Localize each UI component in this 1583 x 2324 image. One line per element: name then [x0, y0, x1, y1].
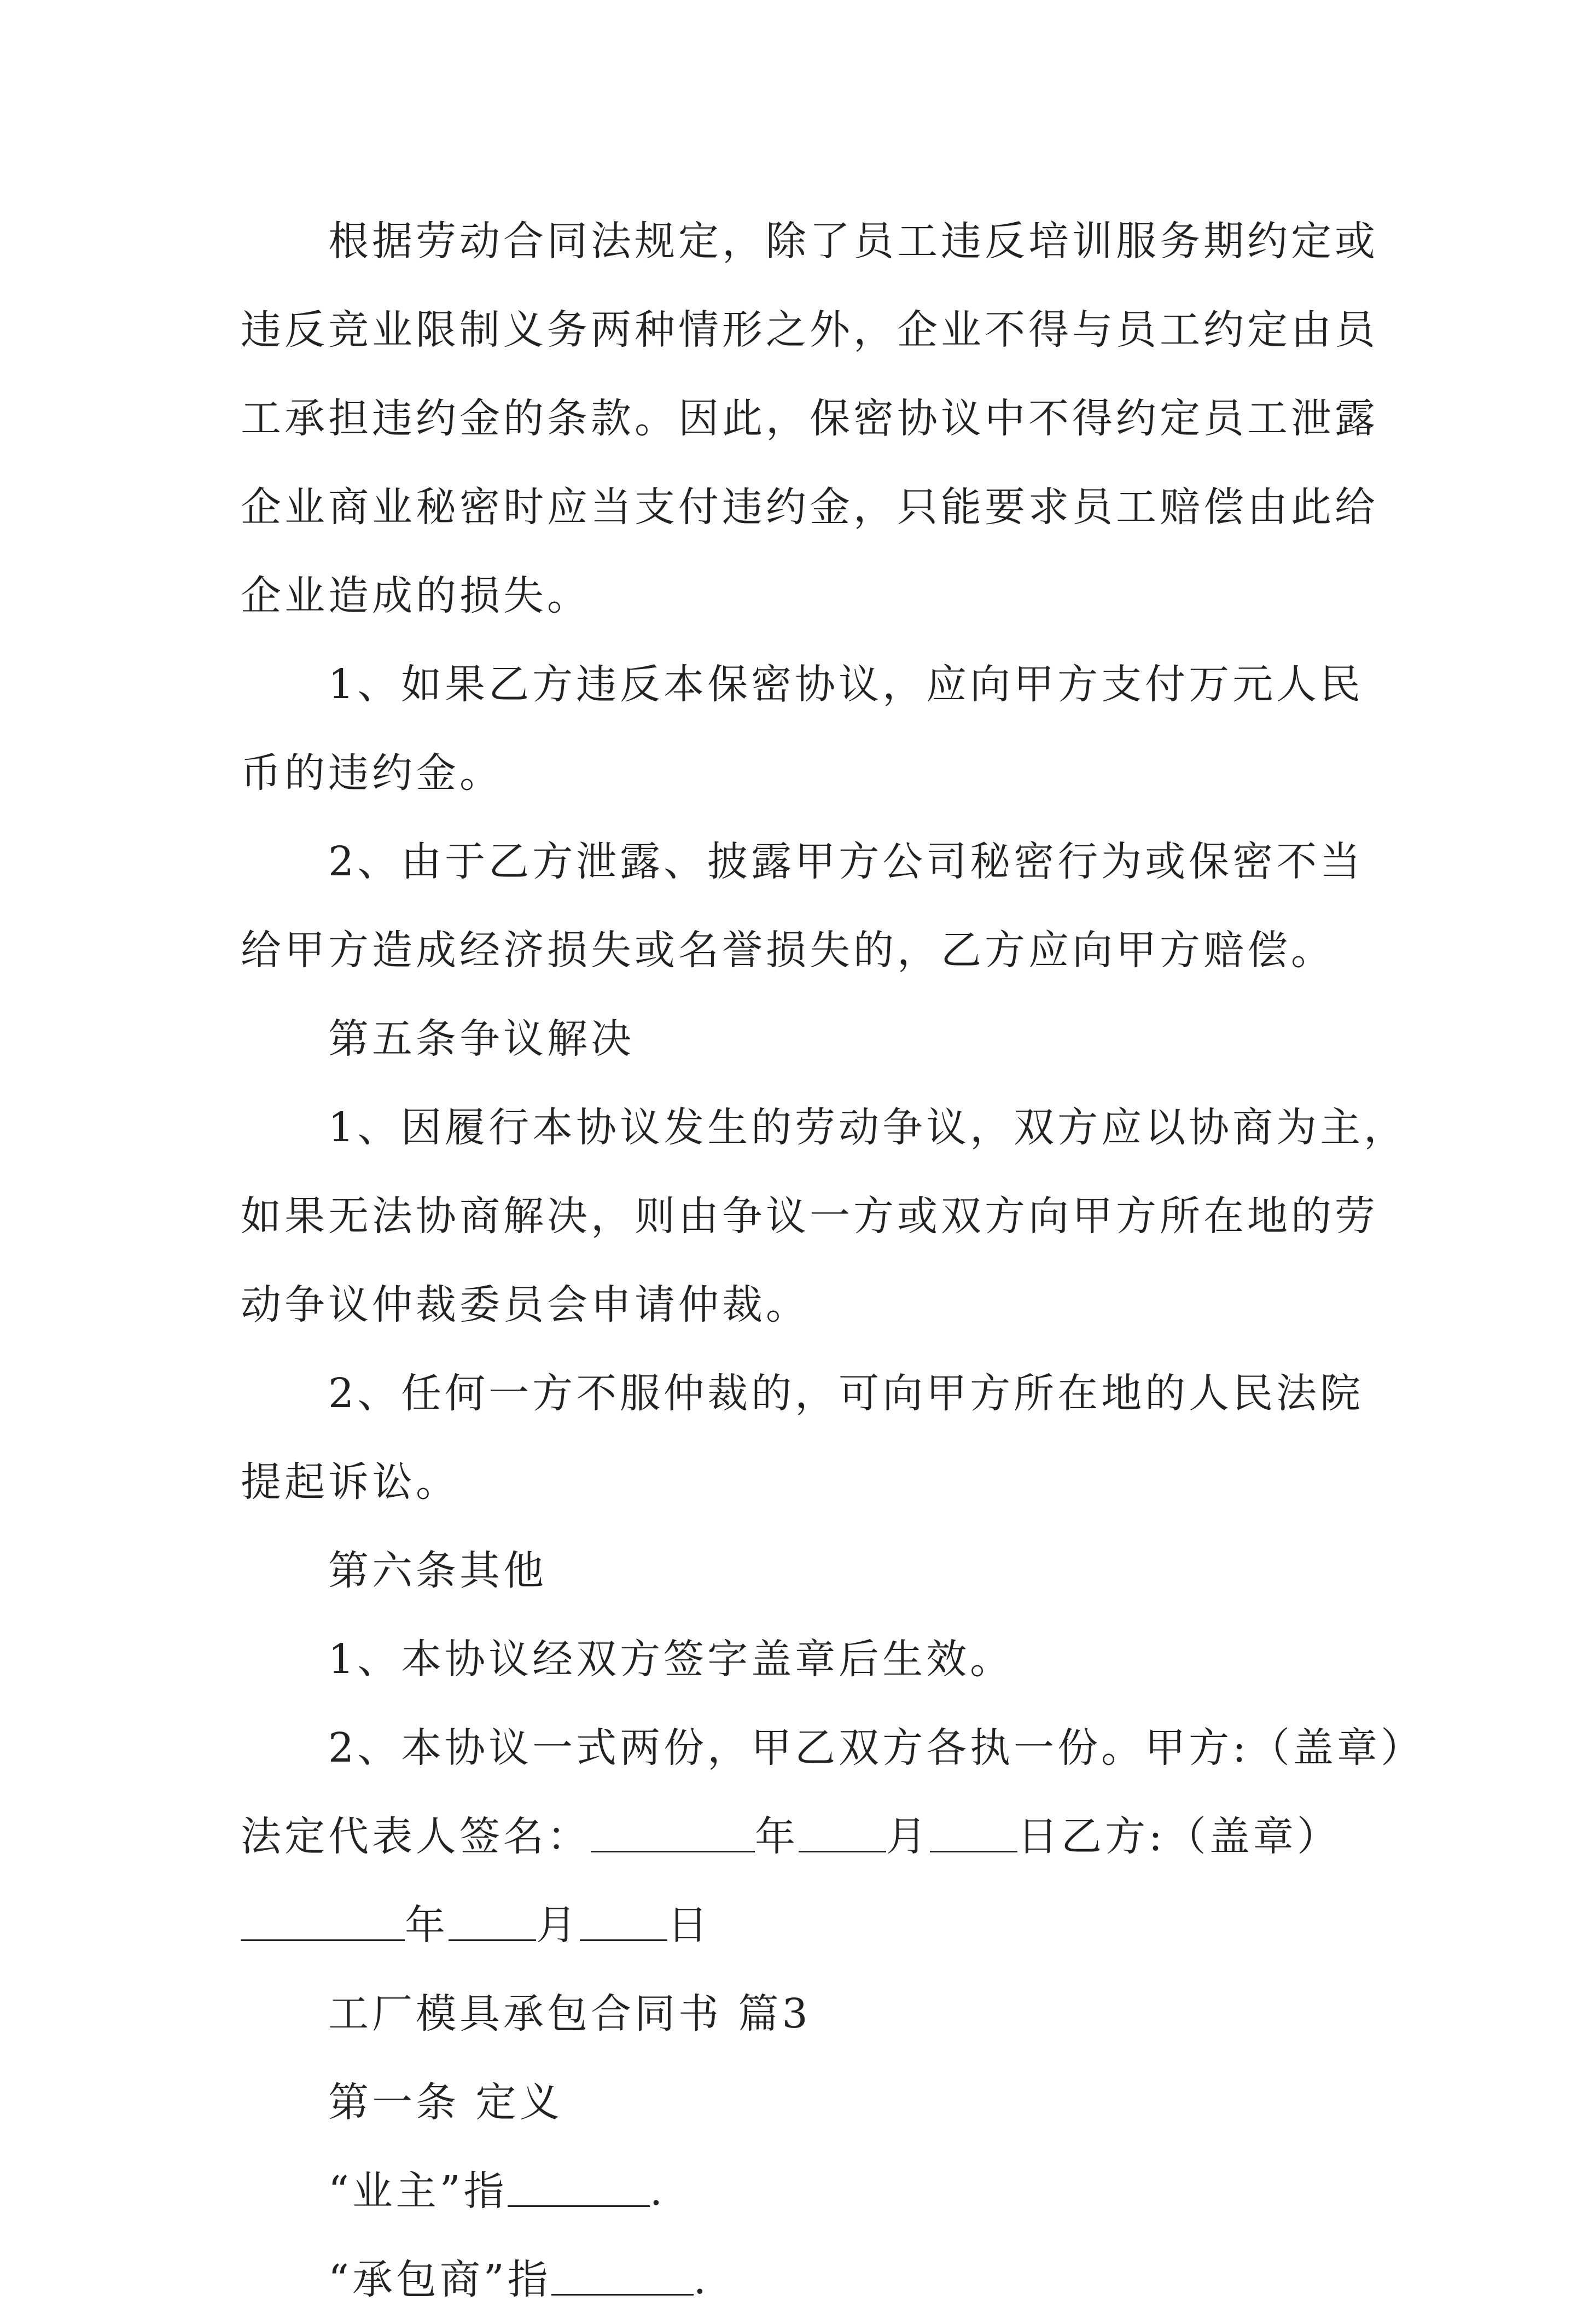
day-blank	[580, 1899, 667, 1941]
definition-owner	[241, 2147, 1346, 2235]
paragraph-line: 1、本协议经双方签字盖章后生效。	[328, 1636, 1014, 1683]
month-label: 月	[886, 1813, 930, 1860]
definition-owner-blank	[508, 2165, 650, 2207]
signature-label: 法定代表人签名：	[241, 1813, 591, 1860]
month-label: 月	[536, 1902, 580, 1949]
paragraph-line: 1、因履行本协议发生的劳动争议，双方应以协商为主，	[328, 1104, 1408, 1151]
paragraph-line: 币的违约金。	[241, 750, 503, 797]
definition-owner-label: “业主”指	[328, 2168, 508, 2215]
definition-contractor-period: .	[693, 2256, 710, 2303]
document-section-title: 工厂模具承包合同书 篇3	[328, 1990, 811, 2037]
signature-blank	[591, 1810, 755, 1852]
day-blank	[930, 1810, 1017, 1852]
year-label: 年	[405, 1902, 449, 1949]
paragraph-line: 工承担违约金的条款。因此，保密协议中不得约定员工泄露	[241, 395, 1378, 442]
paragraph-line: 1、如果乙方违反本保密协议，应向甲方支付万元人民	[328, 661, 1364, 708]
definition-contractor-blank	[551, 2253, 694, 2296]
signature-line	[241, 1792, 1346, 1881]
day-party-b-label: 日乙方:（盖章）	[1017, 1813, 1341, 1860]
section-heading-article-5: 第五条争议解决	[328, 1015, 635, 1062]
paragraph-line: 2、由于乙方泄露、披露甲方公司秘密行为或保密不当	[328, 838, 1364, 885]
paragraph-line: 给甲方造成经济损失或名誉损失的，乙方应向甲方赔偿。	[241, 927, 1335, 974]
article-1-heading: 第一条 定义	[328, 2079, 563, 2126]
year-label: 年	[755, 1813, 799, 1860]
paragraph-line: 根据劳动合同法规定，除了员工违反培训服务期约定或	[328, 218, 1378, 265]
month-blank	[449, 1899, 536, 1941]
definition-contractor	[241, 2235, 1346, 2324]
date-line	[241, 1881, 1346, 1969]
definition-owner-period: .	[649, 2168, 666, 2215]
document-body	[241, 197, 1425, 2324]
section-heading-article-6: 第六条其他	[328, 1547, 547, 1594]
paragraph-line: 违反竞业限制义务两种情形之外，企业不得与员工约定由员	[241, 306, 1378, 353]
paragraph-line: 企业造成的损失。	[241, 572, 591, 619]
paragraph-line: 企业商业秘密时应当支付违约金，只能要求员工赔偿由此给	[241, 484, 1378, 531]
paragraph-line: 2、本协议一式两份，甲乙双方各执一份。甲方:（盖章）	[328, 1724, 1425, 1771]
month-blank	[799, 1810, 886, 1852]
paragraph-line: 动争议仲裁委员会申请仲裁。	[241, 1281, 810, 1328]
definition-contractor-label: “承包商”指	[328, 2256, 551, 2303]
paragraph-line: 提起诉讼。	[241, 1459, 459, 1506]
year-blank	[241, 1899, 405, 1941]
paragraph-line: 2、任何一方不服仲裁的，可向甲方所在地的人民法院	[328, 1370, 1364, 1417]
day-label: 日	[667, 1902, 711, 1949]
paragraph-line: 如果无法协商解决，则由争议一方或双方向甲方所在地的劳	[241, 1193, 1378, 1240]
